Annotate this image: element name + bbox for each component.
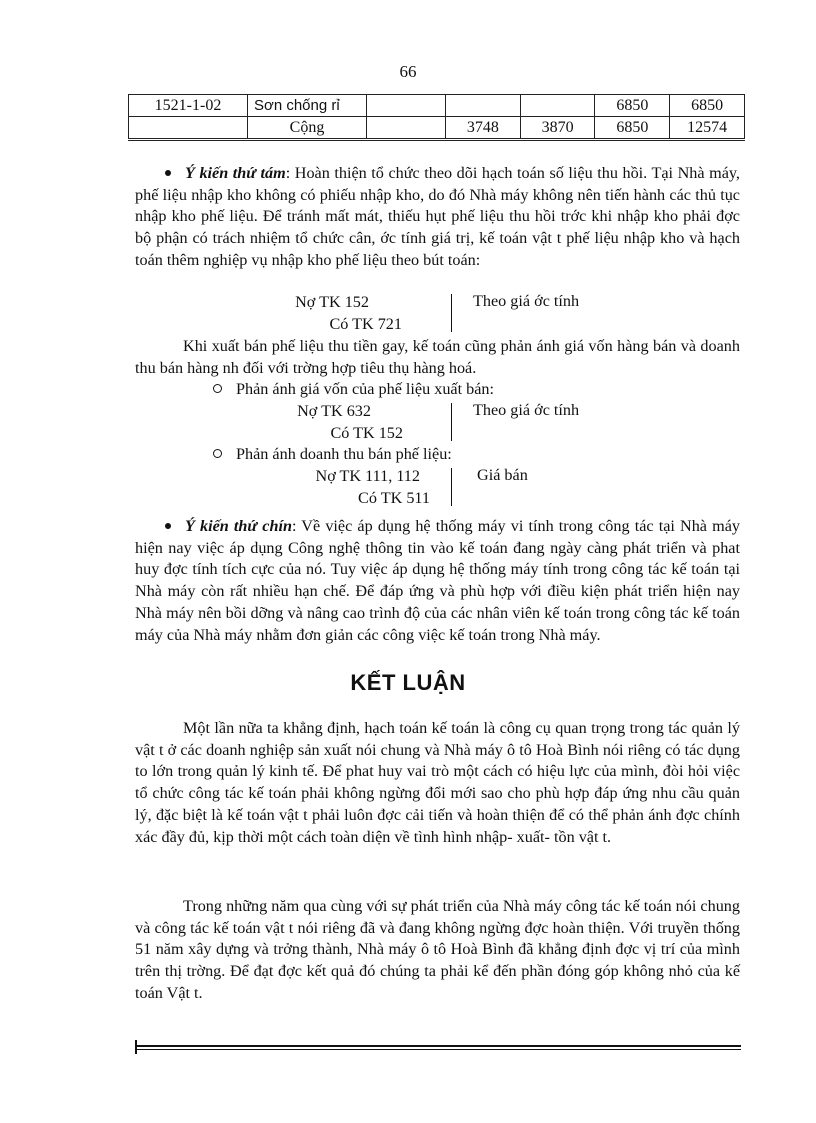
table-cell [445, 95, 520, 117]
table-row [129, 117, 745, 140]
entry-2-divider [451, 403, 452, 441]
circle-bullet-icon [213, 384, 222, 393]
footer-rule [135, 1045, 741, 1047]
section-9-paragraph [135, 516, 740, 646]
entry-2-credit: Có TK 152 [330, 423, 403, 442]
section-9-text: : Về việc áp dụng hệ thống máy vi tính trong công tác tại Nhà máy hiện nay việc áp dụng Công nghệ thông tin vào kế toán đang ngày càng phát triển và phat huy đợc tính tích cực của nó. Tuy việc áp dụng hệ thống máy tính trong công tác kế toán tại Nhà máy còn rất nhiều hạn chế. Để đáp ứng và phù hợp với điều kiện phát triển hiện nay Nhà máy nên bồi dỡng và nâng cao trình độ của các nhân viên kế toán trong công tác kế toán máy của Nhà máy nhằm đơn giản các công việc kế toán trong Nhà máy. [135, 517, 740, 644]
section-8-text-2: Khi xuất bán phế liệu thu tiền gay, kế toán cũng phản ánh giá vốn hàng bán và doanh thu bán hàng nh đối với trờng hợp tiêu thụ hàng hoá. [135, 337, 740, 377]
section-8-paragraph-2 [135, 336, 740, 379]
sub-item-2-text: Phản ánh doanh thu bán phế liệu: [236, 445, 452, 463]
bullet-icon [165, 523, 171, 529]
entry-1-note: Theo giá ớc tính [473, 292, 580, 310]
entry-3-debit: Nợ TK 111, 112 [315, 467, 420, 485]
table-cell: 3748 [445, 117, 520, 140]
conclusion-paragraph-1 [135, 718, 740, 848]
conclusion-heading: KẾT LUẬN [350, 670, 466, 695]
entry-2-note: Theo giá ớc tính [473, 401, 580, 419]
entry-1-credit: Có TK 721 [329, 314, 402, 333]
entry-3-note: Giá bán [477, 466, 528, 484]
sub-item-1-text: Phản ánh giá vốn của phế liệu xuất bán: [236, 380, 495, 398]
sub-item-1 [213, 380, 494, 399]
section-8-lead: Ý kiến thứ tám [185, 164, 286, 182]
section-9-lead: Ý kiến thứ chín [185, 517, 292, 535]
circle-bullet-icon [213, 449, 222, 458]
table-cell-total-label: Cộng [247, 117, 366, 140]
entry-3-divider [451, 468, 452, 506]
table-cell [129, 117, 248, 140]
ledger-table [128, 94, 745, 141]
entry-2-debit: Nợ TK 632 [297, 402, 371, 420]
entry-1-debit: Nợ TK 152 [295, 293, 369, 311]
table-cell [366, 95, 445, 117]
table-cell-account: 1521-1-02 [129, 95, 248, 117]
table-cell: 3870 [520, 117, 595, 140]
table-cell: 6850 [595, 95, 670, 117]
conclusion-text-1: Một lần nữa ta khẳng định, hạch toán kế toán là công cụ quan trọng trong tác quản lý vật t ở các doanh nghiệp sản xuất nói chung và Nhà máy ô tô Hoà Bình nói riêng có tác dụng to lớn trong quản lý kinh tế. Để phat huy vai trò một cách có hiệu lực của mình, đòi hỏi việc tổ chức công tác kế toán phải không ngừng đổi mới sao cho phù hợp đáp ứng nhu cầu quản lý, đặc biệt là kế toán vật t phải luôn đợc cải tiến và hoàn thiện để có thể phản ánh đợc chính xác đầy đủ, kịp thời một cách toàn diện về tình hình nhập- xuất- tồn vật t. [135, 719, 740, 846]
table-cell [366, 117, 445, 140]
conclusion-text-2: Trong những năm qua cùng với sự phát triển của Nhà máy công tác kế toán nói chung và công tác kế toán vật t nói riêng đã và đang không ngừng đợc hoàn thiện. Với truyền thống 51 năm xây dựng và trởng thành, Nhà máy ô tô Hoà Bình đã khẳng định đợc vị trí của mình trên thị trờng. Để đạt đợc kết quả đó chúng ta phải kể đến phần đóng góp không nhỏ của kế toán Vật t. [135, 897, 740, 1002]
footer-rule-tick [135, 1040, 137, 1054]
table-cell-name: Sơn chống rỉ [247, 95, 366, 117]
entry-3-credit: Có TK 511 [358, 488, 430, 507]
section-8-text: : Hoàn thiện tổ chức theo dõi hạch toán số liệu thu hồi. Tại Nhà máy, phế liệu nhập kho không có phiếu nhập kho, do đó Nhà máy không nên tiến hành các thủ tục nhập kho phế liệu. Để tránh mất mát, thiếu hụt phế liệu thu hồi trớc khi nhập kho phải đợc bộ phận có trách nhiệm tổ chức cân, ớc tính giá trị, kế toán vật t phế liệu nhập kho và hạch toán thêm nghiệp vụ nhập kho phế liệu theo bút toán: [135, 164, 740, 269]
entry-1-divider [451, 294, 452, 332]
conclusion-paragraph-2 [135, 896, 740, 1005]
table-cell: 6850 [670, 95, 745, 117]
table-cell [520, 95, 595, 117]
page-number: 66 [399, 62, 417, 81]
table-row [129, 95, 745, 117]
footer-rule-thin [135, 1049, 741, 1050]
table-cell: 12574 [670, 117, 745, 140]
bullet-icon [165, 170, 171, 176]
table-cell: 6850 [595, 117, 670, 140]
section-8-paragraph [135, 163, 740, 272]
sub-item-2 [213, 445, 452, 464]
